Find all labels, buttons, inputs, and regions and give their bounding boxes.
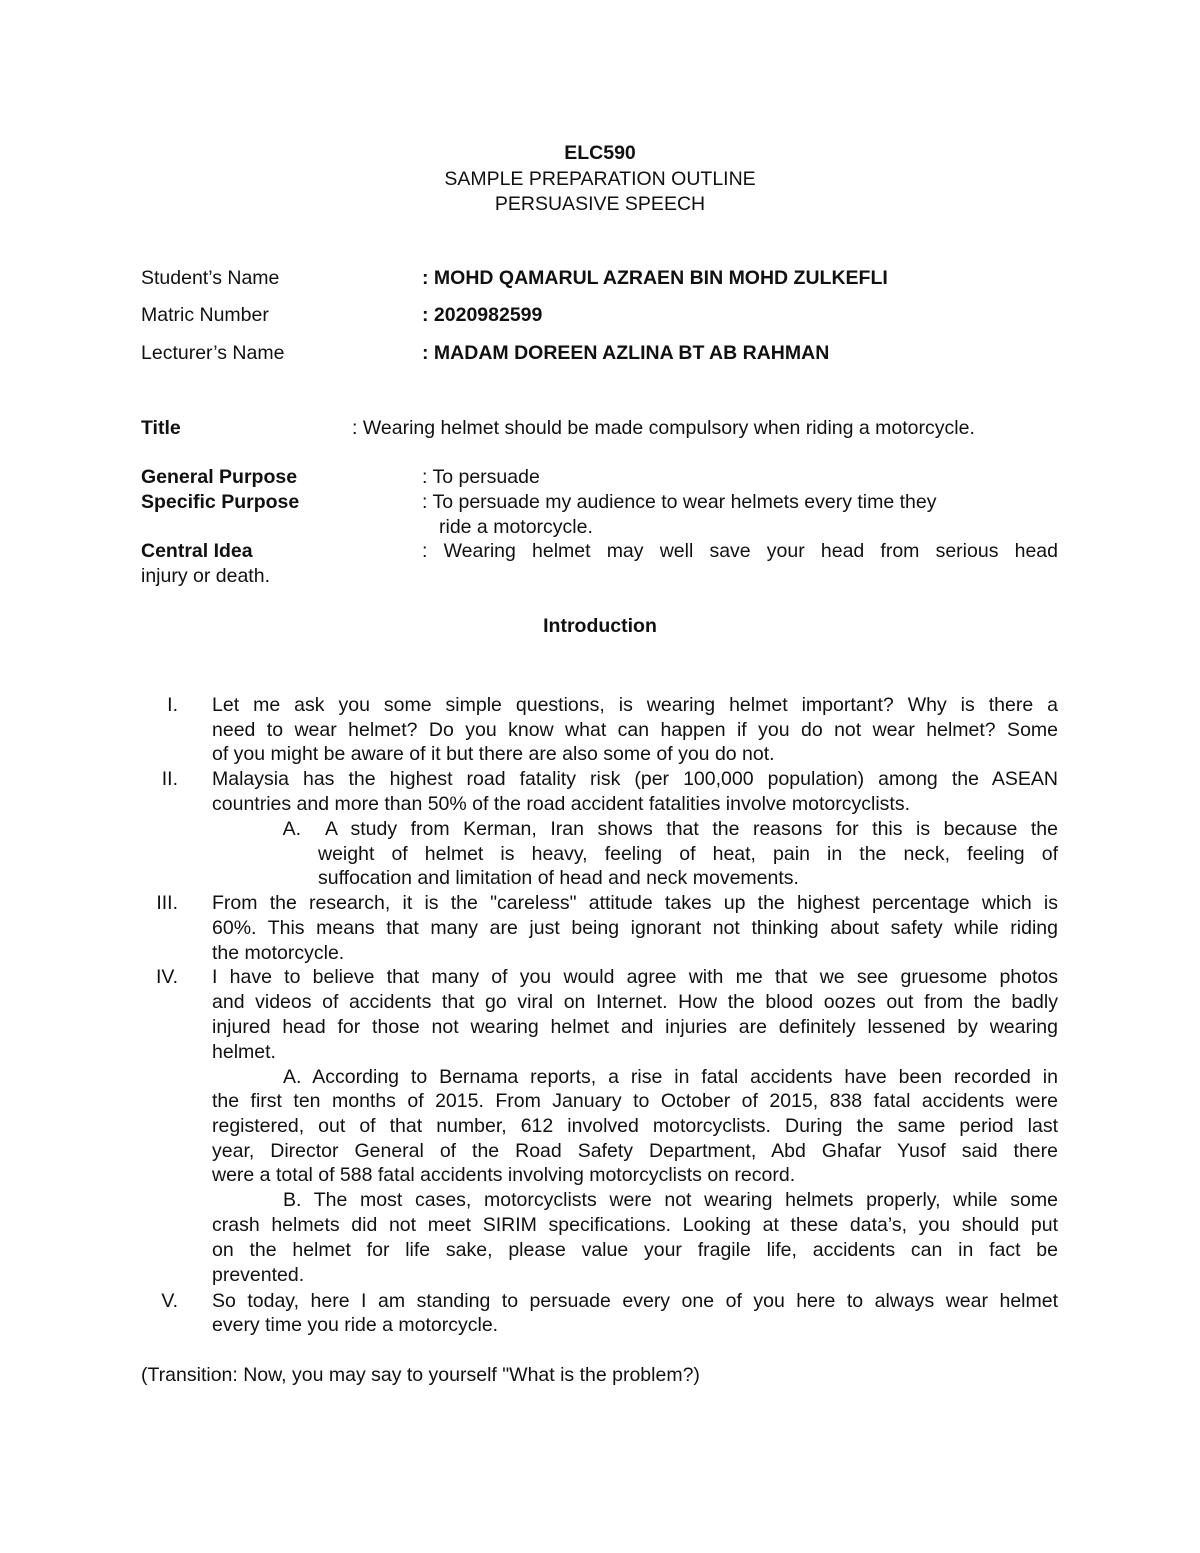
list-marker: III. [156,892,178,914]
matric-number-value: : 2020982599 [422,304,543,326]
specific-purpose-value: : To persuade my audience to wear helmets every time they [422,491,937,513]
general-purpose-label: General Purpose [141,466,298,488]
sub-list-item-line: on the helmet for life sake, please value your fragile life, accidents can in fact be [212,1239,1058,1261]
sub-list-item-line: prevented. [212,1264,305,1286]
sub-list-item-line: A. According to Bernama reports, a rise in fatal accidents have been recorded in [283,1066,1058,1088]
list-item-line: injured head for those not wearing helmet and injuries are definitely lessened by wearing [212,1016,1058,1038]
sub-list-item-line: weight of helmet is heavy, feeling of heat, pain in the neck, feeling of [318,843,1058,865]
introduction-heading: Introduction [543,615,657,637]
sub-list-item-line: year, Director General of the Road Safety Department, Abd Ghafar Yusof said there [212,1140,1058,1162]
list-item-line: Malaysia has the highest road fatality risk (per 100,000 population) among the ASEAN [212,768,1058,790]
sub-list-item-line: registered, out of that number, 612 involved motorcyclists. During the same period last [212,1115,1058,1137]
list-marker: IV. [155,966,178,988]
list-item-line: Let me ask you some simple questions, is wearing helmet important? Why is there a [212,694,1058,716]
sub-list-item-line: crash helmets did not meet SIRIM specifications. Looking at these data’s, you should put [212,1214,1058,1236]
central-idea-value-cont: injury or death. [141,565,270,587]
list-item-line: the motorcycle. [212,942,345,964]
central-idea-value: : Wearing helmet may well save your head from serious head [422,540,1058,562]
list-item-line: countries and more than 50% of the road accident fatalities involve motorcyclists. [212,793,911,815]
outline-type: SAMPLE PREPARATION OUTLINE [444,168,756,190]
lecturer-name-value: : MADAM DOREEN AZLINA BT AB RAHMAN [422,342,830,364]
specific-purpose-label: Specific Purpose [141,491,300,513]
speech-type: PERSUASIVE SPEECH [494,193,706,215]
list-marker: II. [161,768,178,790]
sub-list-marker: A. [282,818,301,840]
list-item-line: every time you ride a motorcycle. [212,1314,499,1336]
list-item-line: 60%. This means that many are just being ignorant not thinking about safety while riding [212,917,1058,939]
sub-list-item-line: the first ten months of 2015. From January to October of 2015, 838 fatal accidents were [212,1090,1058,1112]
sub-list-item-line: were a total of 588 fatal accidents involving motorcyclists on record. [212,1164,796,1186]
list-marker: I. [167,694,178,716]
sub-list-item-line: suffocation and limitation of head and neck movements. [318,867,799,889]
title-value: : Wearing helmet should be made compulsory when riding a motorcycle. [352,417,975,439]
transition-text: (Transition: Now, you may say to yourself "What is the problem?) [141,1364,700,1386]
student-name-value: : MOHD QAMARUL AZRAEN BIN MOHD ZULKEFLI [422,267,888,289]
sub-list-item-line: A study from Kerman, Iran shows that the reasons for this is because the [325,818,1058,840]
course-code: ELC590 [564,142,636,164]
specific-purpose-value-cont: ride a motorcycle. [439,516,593,538]
general-purpose-value: : To persuade [422,466,540,488]
list-item-line: need to wear helmet? Do you know what can happen if you do not wear helmet? Some [212,719,1058,741]
list-item-line: From the research, it is the "careless" attitude takes up the highest percentage which is [212,892,1058,914]
list-item-line: and videos of accidents that go viral on Internet. How the blood oozes out from the badly [212,991,1058,1013]
list-item-line: of you might be aware of it but there are also some of you do not. [212,743,775,765]
list-item-line: So today, here I am standing to persuade every one of you here to always wear helmet [212,1290,1058,1312]
sub-list-item-line: B. The most cases, motorcyclists were not wearing helmets properly, while some [283,1189,1058,1211]
list-item-line: helmet. [212,1041,276,1063]
central-idea-label: Central Idea [141,540,253,562]
list-marker: V. [161,1290,178,1312]
title-label: Title [141,417,181,439]
lecturer-name-label: Lecturer’s Name [141,342,285,364]
matric-number-label: Matric Number [141,304,269,326]
list-item-line: I have to believe that many of you would agree with me that we see gruesome photos [212,966,1058,988]
student-name-label: Student’s Name [141,267,280,289]
